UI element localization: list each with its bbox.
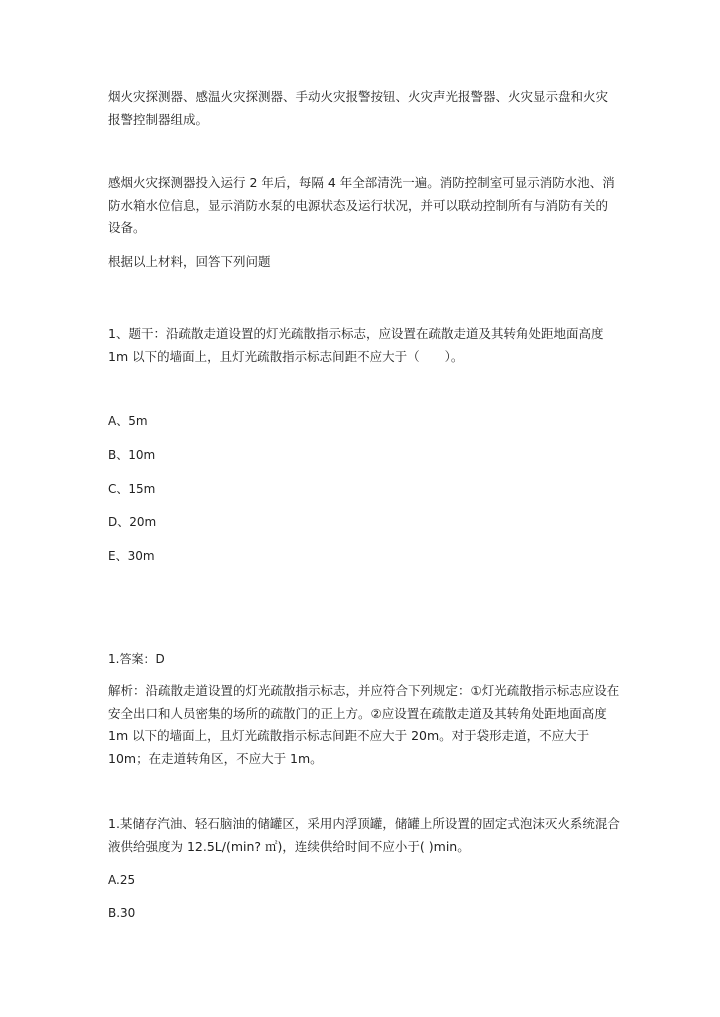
question-1-option-a: A、5m [108, 414, 148, 428]
question-1-analysis: 解析：沿疏散走道设置的灯光疏散指示标志，并应符合下列规定：①灯光疏散指示标志应设在安全出口和人员密集的场所的疏散门的正上方。②应设置在疏散走道及其转角处距地面高度 1m 以下的墙面上，且灯光疏散指示标志间距不应大于 20m。对于袋形走道，不应大于 10m；在走道转角区，不应大于 1m。 [108, 683, 620, 766]
question-1-option-b: B、10m [108, 448, 156, 462]
question-1-stem: 1、题干：沿疏散走道设置的灯光疏散指示标志，应设置在疏散走道及其转角处距地面高度 1m 以下的墙面上，且灯光疏散指示标志间距不应大于（ ）。 [108, 326, 604, 364]
question-1-option-d: D、20m [108, 515, 157, 529]
question-2-option-b: B.30 [108, 906, 136, 920]
question-1-option-e: E、30m [108, 549, 155, 563]
question-2-stem: 1.某储存汽油、轻石脑油的储罐区，采用内浮顶罐，储罐上所设置的固定式泡沫灭火系统混合液供给强度为 12.5L/(min? ㎡)，连续供给时间不应小于( )min。 [108, 816, 620, 854]
material-paragraph-2: 感烟火灾探测器投入运行 2 年后，每隔 4 年全部清洗一遍。消防控制室可显示消防水池、消防水箱水位信息，显示消防水泵的电源状态及运行状况，并可以联动控制所有与消防有关的设备。 [108, 175, 615, 235]
question-1-option-c: C、15m [108, 482, 156, 496]
material-paragraph-1: 烟火灾探测器、感温火灾探测器、手动火灾报警按钮、火灾声光报警器、火灾显示盘和火灾报警控制器组成。 [108, 89, 609, 127]
question-1-answer: 1.答案：D [108, 652, 165, 666]
question-2-option-a: A.25 [108, 873, 136, 887]
material-instruction: 根据以上材料，回答下列问题 [108, 254, 271, 269]
